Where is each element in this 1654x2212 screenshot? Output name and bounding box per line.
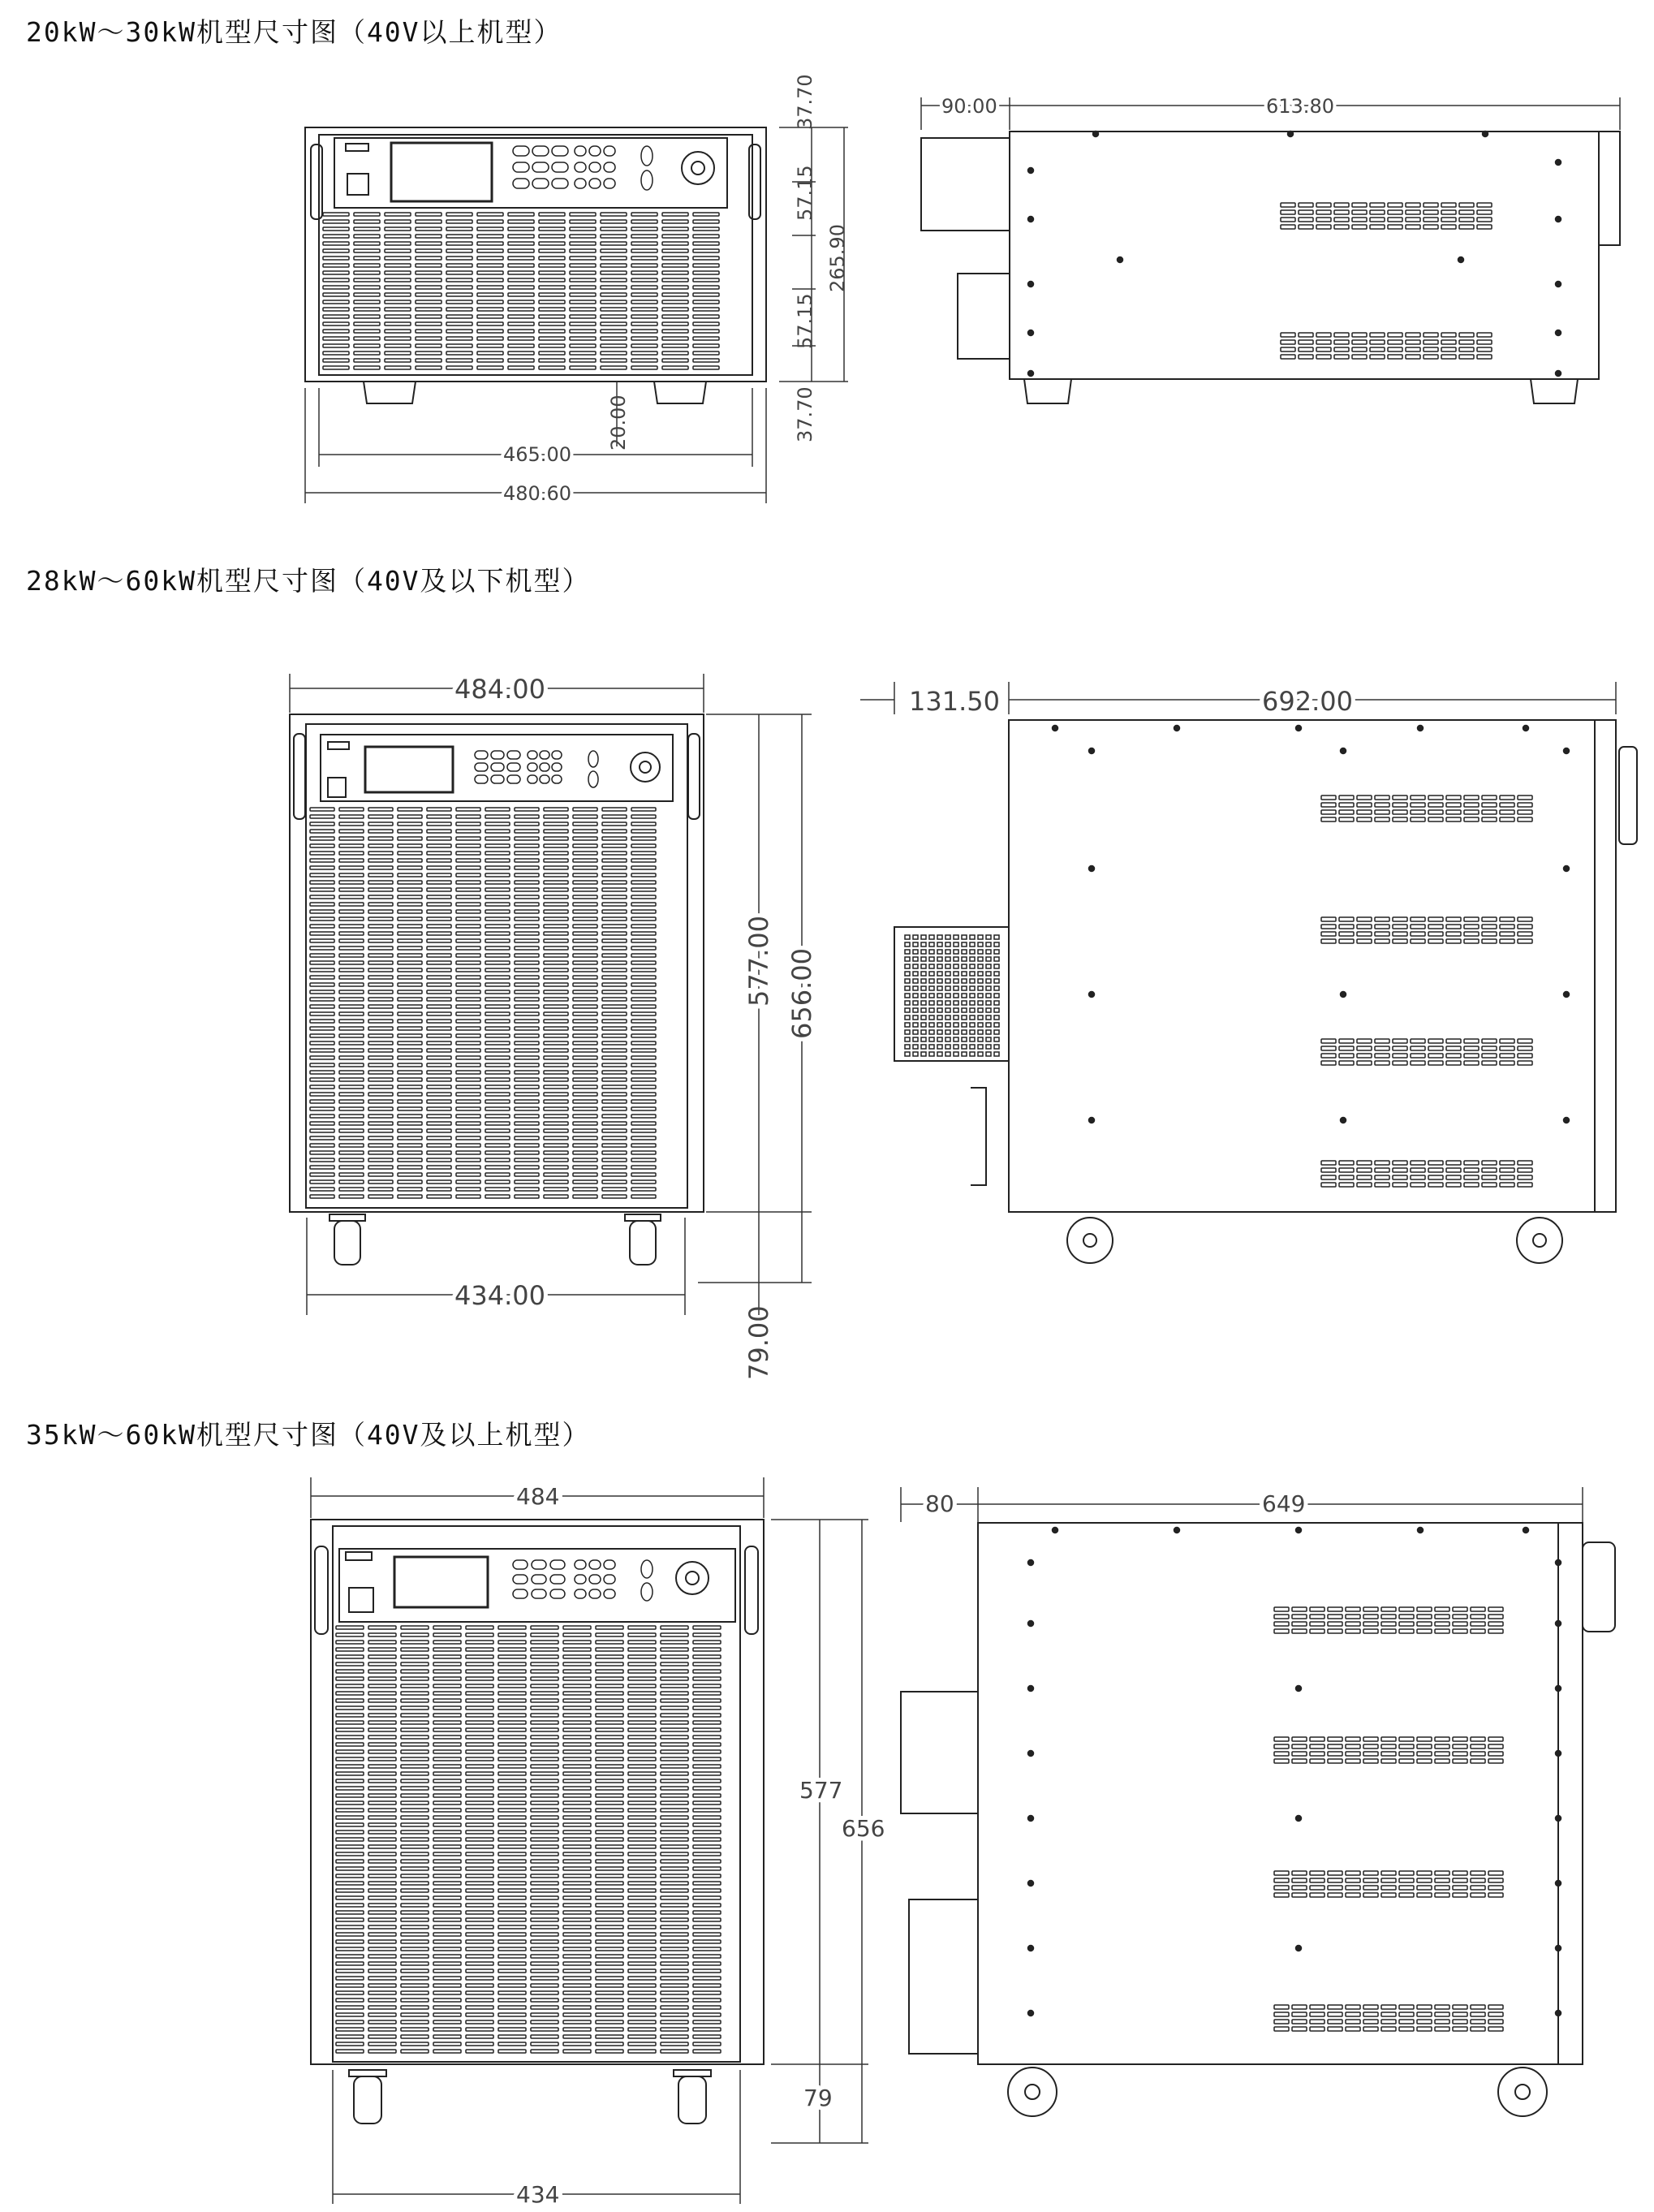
screw-icon — [1028, 168, 1034, 174]
keypad-button-icon — [532, 1589, 546, 1598]
keypad-button-icon — [491, 775, 504, 783]
caster-wheel-icon — [334, 1221, 360, 1265]
vent-grille-icon — [1321, 1039, 1532, 1065]
screw-icon — [1174, 726, 1180, 731]
caster-wheel-icon — [354, 2076, 381, 2124]
keypad-button-icon — [475, 763, 488, 771]
keypad-button-icon — [589, 1560, 601, 1569]
dim-side-body-depth-3: 649 — [1262, 1490, 1306, 1517]
screw-icon — [1418, 726, 1424, 731]
screw-icon — [1523, 1528, 1529, 1533]
screw-icon — [1028, 1751, 1034, 1757]
keypad-button-icon — [552, 751, 562, 759]
keypad-button-icon — [513, 1575, 528, 1584]
screw-icon — [1028, 1560, 1034, 1566]
screw-icon — [1556, 330, 1561, 336]
section-2-title: 28kW～60kW机型尺寸图（40V及以下机型） — [26, 565, 591, 597]
screw-icon — [1556, 217, 1561, 222]
screw-icon — [1028, 282, 1034, 287]
screw-icon — [1564, 748, 1570, 754]
dim-front-handle-gap-top: 57.15 — [794, 165, 816, 221]
screw-icon — [1028, 1686, 1034, 1692]
screw-icon — [1341, 992, 1346, 998]
keypad-button-icon — [507, 751, 520, 759]
screw-icon — [1089, 748, 1095, 754]
keypad-button-icon — [589, 1589, 601, 1598]
vent-grille-icon — [1274, 1607, 1503, 1633]
keypad-button-icon — [641, 1583, 653, 1601]
screw-icon — [1296, 726, 1302, 731]
screw-icon — [1564, 866, 1570, 872]
dim-front-height-total-2: 656.00 — [786, 948, 817, 1039]
power-switch-icon — [328, 778, 346, 797]
vent-grille-icon — [1321, 917, 1532, 943]
screw-icon — [1523, 726, 1529, 731]
keypad-button-icon — [507, 775, 520, 783]
keypad-button-icon — [513, 179, 529, 188]
screw-icon — [1028, 1881, 1034, 1886]
keypad-button-icon — [575, 1560, 586, 1569]
keypad-button-icon — [513, 146, 529, 156]
caster-wheel-icon — [1067, 1218, 1113, 1263]
keypad-button-icon — [575, 1589, 586, 1598]
section-3-drawings — [0, 1449, 1654, 2212]
vent-grille-icon — [310, 808, 656, 1198]
keypad-button-icon — [604, 1589, 615, 1598]
keypad-button-icon — [550, 1589, 565, 1598]
screw-icon — [1556, 160, 1561, 166]
screw-icon — [1296, 1946, 1302, 1951]
keypad-button-icon — [589, 1575, 601, 1584]
dim-front-handle-gap-bottom: 57.15 — [794, 293, 816, 349]
screw-icon — [1556, 1751, 1561, 1757]
screw-icon — [1296, 1686, 1302, 1692]
side-view-35kw — [901, 1523, 1615, 2116]
keypad-button-icon — [540, 775, 549, 783]
screw-icon — [1093, 132, 1099, 137]
screw-icon — [1458, 257, 1464, 263]
vent-grille-icon — [1274, 1737, 1503, 1763]
keypad-button-icon — [540, 763, 549, 771]
keypad-button-icon — [513, 1560, 528, 1569]
screw-icon — [1341, 748, 1346, 754]
screw-icon — [1556, 282, 1561, 287]
dim-front-top-offset: 37.70 — [794, 74, 816, 130]
keypad-button-icon — [575, 179, 586, 188]
vent-grille-icon — [1321, 796, 1532, 821]
rotary-knob-icon — [682, 152, 714, 184]
screw-icon — [1564, 1118, 1570, 1123]
dim-front-wheel-height-2: 79.00 — [743, 1305, 774, 1380]
section-3-title: 35kW～60kW机型尺寸图（40V及以上机型） — [26, 1419, 591, 1451]
keypad-button-icon — [641, 146, 653, 166]
rotary-knob-icon — [631, 752, 660, 782]
screw-icon — [1053, 1528, 1058, 1533]
screw-icon — [1556, 2011, 1561, 2016]
screw-icon — [1418, 1528, 1424, 1533]
screw-icon — [1556, 1946, 1561, 1951]
front-view-28kw — [290, 714, 704, 1265]
keypad-button-icon — [552, 775, 562, 783]
screw-icon — [1089, 866, 1095, 872]
dim-front-foot-height: 20.00 — [607, 395, 630, 451]
vent-grille-icon — [1321, 1161, 1532, 1187]
dim-front-width-overall-3: 484 — [516, 1483, 560, 1510]
screw-icon — [1028, 1621, 1034, 1627]
keypad-button-icon — [552, 146, 568, 156]
keypad-button-icon — [528, 775, 537, 783]
dim-side-rear-depth-2: 131.50 — [909, 686, 1000, 717]
screw-icon — [1028, 2011, 1034, 2016]
keypad-button-icon — [528, 751, 537, 759]
keypad-button-icon — [507, 763, 520, 771]
keypad-button-icon — [641, 1560, 653, 1578]
caster-wheel-icon — [1008, 2068, 1057, 2116]
section-1-drawings — [0, 65, 1654, 552]
screw-icon — [1556, 1621, 1561, 1627]
dim-front-height-body-3: 577 — [799, 1777, 843, 1804]
screw-icon — [1296, 1816, 1302, 1822]
keypad-button-icon — [604, 179, 615, 188]
keypad-button-icon — [532, 1560, 546, 1569]
keypad-button-icon — [491, 763, 504, 771]
dim-side-body-depth-2: 692.00 — [1262, 686, 1353, 717]
keypad-button-icon — [575, 1575, 586, 1584]
keypad-button-icon — [604, 1575, 615, 1584]
keypad-button-icon — [589, 179, 601, 188]
screw-icon — [1174, 1528, 1180, 1533]
front-view-35kw — [311, 1520, 764, 2124]
dim-front-wheel-height-3: 79 — [803, 2085, 833, 2111]
keypad-button-icon — [550, 1560, 565, 1569]
vent-grille-icon — [336, 1626, 721, 2053]
keypad-button-icon — [532, 179, 549, 188]
screw-icon — [1556, 1560, 1561, 1566]
rotary-knob-icon — [676, 1562, 709, 1594]
dim-front-width-inner: 465.00 — [503, 443, 571, 466]
dim-side-rear-depth-3: 80 — [925, 1490, 954, 1517]
vent-grille-icon — [1274, 1871, 1503, 1897]
dim-front-width-wheels-3: 434 — [516, 2181, 560, 2208]
side-view-20kw — [921, 132, 1620, 403]
keypad-button-icon — [604, 1560, 615, 1569]
screw-icon — [1028, 330, 1034, 336]
screw-icon — [1089, 1118, 1095, 1123]
keypad-button-icon — [475, 775, 488, 783]
vent-grille-icon — [1274, 2005, 1503, 2031]
keypad-button-icon — [588, 771, 598, 787]
keypad-button-icon — [475, 751, 488, 759]
screw-icon — [1341, 1118, 1346, 1123]
keypad-button-icon — [513, 162, 529, 172]
screw-icon — [1028, 1946, 1034, 1951]
keypad-button-icon — [604, 146, 615, 156]
screw-icon — [1053, 726, 1058, 731]
section-1-title: 20kW～30kW机型尺寸图（40V以上机型） — [26, 16, 562, 48]
keypad-button-icon — [589, 146, 601, 156]
screw-icon — [1089, 992, 1095, 998]
vent-grille-icon — [1281, 333, 1492, 359]
keypad-button-icon — [532, 146, 549, 156]
keypad-button-icon — [532, 162, 549, 172]
side-view-28kw — [894, 720, 1637, 1263]
keypad-button-icon — [604, 162, 615, 172]
screw-icon — [1288, 132, 1294, 137]
keypad-button-icon — [589, 162, 601, 172]
dim-side-rear-depth: 90.00 — [941, 95, 997, 118]
dim-side-body-depth: 613.80 — [1266, 95, 1334, 118]
screw-icon — [1028, 1816, 1034, 1822]
keypad-button-icon — [513, 1589, 528, 1598]
screw-icon — [1556, 1686, 1561, 1692]
keypad-button-icon — [552, 763, 562, 771]
keypad-button-icon — [641, 170, 653, 190]
keypad-button-icon — [552, 179, 568, 188]
screw-icon — [1296, 1528, 1302, 1533]
dim-front-width-overall: 480.60 — [503, 482, 571, 505]
dim-front-height-total: 265.90 — [826, 224, 849, 292]
vent-grille-icon — [905, 935, 999, 1056]
keypad-button-icon — [552, 162, 568, 172]
section-2-drawings — [0, 601, 1654, 1412]
screw-icon — [1564, 992, 1570, 998]
vent-grille-icon — [323, 213, 719, 369]
screw-icon — [1028, 217, 1034, 222]
keypad-button-icon — [540, 751, 549, 759]
dim-front-width-overall-2: 484.00 — [454, 674, 545, 705]
power-switch-icon — [347, 174, 368, 195]
keypad-button-icon — [575, 162, 586, 172]
keypad-button-icon — [532, 1575, 546, 1584]
dim-front-height-total-3: 656 — [842, 1815, 885, 1842]
keypad-button-icon — [575, 146, 586, 156]
power-switch-icon — [349, 1588, 373, 1612]
keypad-button-icon — [588, 751, 598, 767]
dim-front-width-wheels-2: 434.00 — [454, 1280, 545, 1311]
handle-icon — [311, 144, 322, 219]
screw-icon — [1028, 371, 1034, 377]
screw-icon — [1556, 371, 1561, 377]
vent-grille-icon — [1281, 203, 1492, 229]
screw-icon — [1556, 1881, 1561, 1886]
screw-icon — [1483, 132, 1488, 137]
keypad-button-icon — [550, 1575, 565, 1584]
screw-icon — [1556, 1816, 1561, 1822]
keypad-button-icon — [491, 751, 504, 759]
keypad-button-icon — [528, 763, 537, 771]
dim-front-height-body-2: 577.00 — [743, 916, 774, 1007]
screw-icon — [1118, 257, 1123, 263]
dim-front-bottom-offset: 37.70 — [794, 386, 816, 442]
